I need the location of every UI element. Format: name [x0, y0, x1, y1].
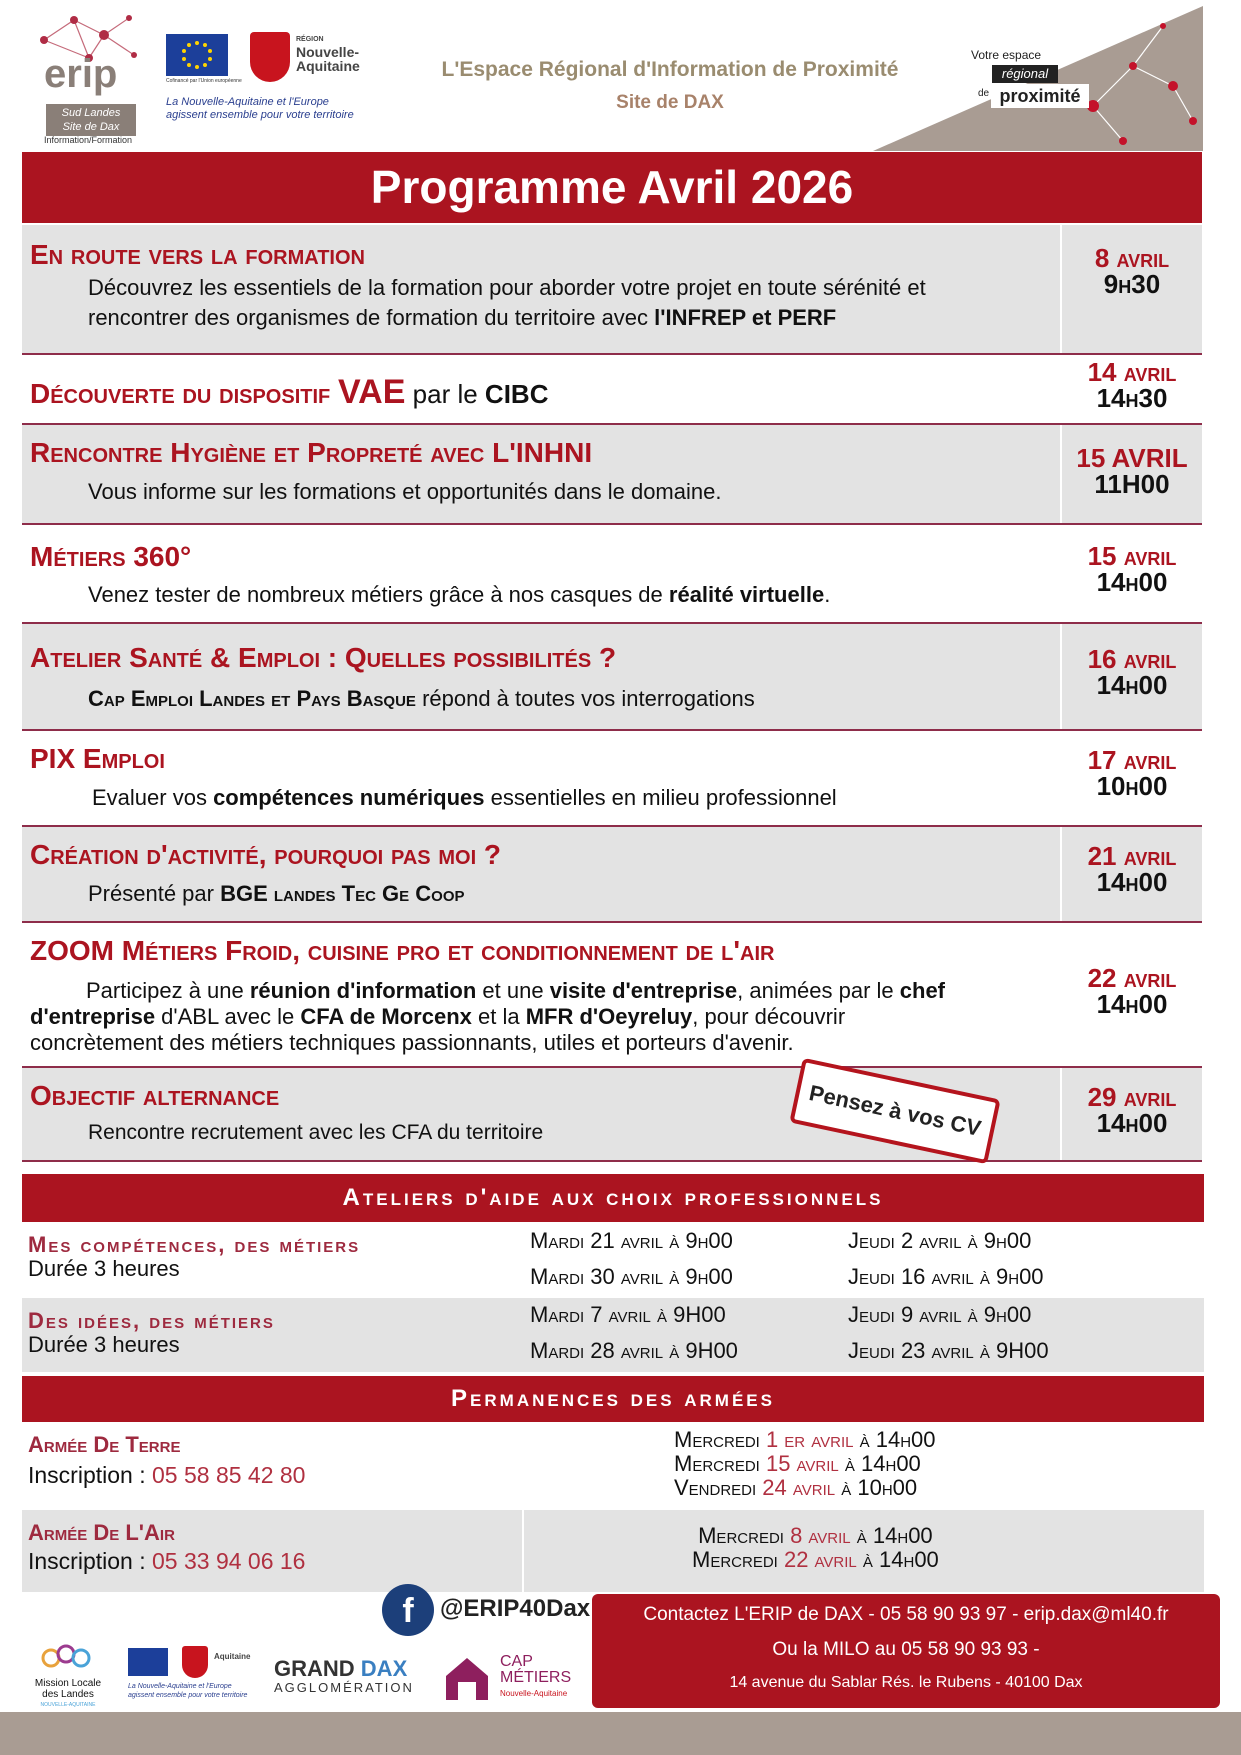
cap-metiers-icon	[444, 1654, 490, 1704]
contact-line[interactable]: Contactez L'ERIP de DAX - 05 58 90 93 97 - erip.dax@ml40.fr	[643, 1604, 1169, 1625]
atelier-date: Mardi 30 avril à 9h00	[530, 1264, 733, 1289]
atelier-date: Jeudi 16 avril à 9h00	[848, 1264, 1044, 1289]
atelier-date: Mardi 7 avril à 9H00	[530, 1302, 726, 1327]
armee-inscription: Inscription : 05 58 85 42 80	[28, 1462, 306, 1488]
divider	[522, 1510, 524, 1592]
event-row	[22, 355, 1202, 425]
event-row	[22, 225, 1202, 355]
armee-row	[22, 1422, 1204, 1510]
atelier-duration: Durée 3 heures	[28, 1256, 180, 1281]
site-title: Site de DAX	[616, 92, 724, 113]
atelier-row	[22, 1298, 1204, 1372]
armee-inscription: Inscription : 05 33 94 06 16	[28, 1548, 306, 1574]
event-date: 8 avril 9h30	[1060, 225, 1202, 353]
armee-row	[22, 1510, 1204, 1592]
event-row	[22, 624, 1202, 731]
ateliers-heading: Ateliers d'aide aux choix professionnels	[22, 1174, 1204, 1222]
atelier-row	[22, 1222, 1204, 1298]
mission-locale-icon	[36, 1644, 96, 1678]
event-desc: Venez tester de nombreux métiers grâce à nos casques de réalité virtuelle.	[88, 582, 831, 607]
erip-logo: erip	[44, 52, 118, 96]
event-date: 15 AVRIL 11H00	[1060, 425, 1202, 523]
event-title: Rencontre Hygiène et Propreté avec L'INHNI	[30, 437, 593, 468]
phone-number[interactable]: 05 58 85 42 80	[152, 1462, 306, 1488]
phone-number[interactable]: 05 33 94 06 16	[152, 1548, 306, 1574]
grand-dax-logo: GRAND DAX	[274, 1656, 408, 1681]
event-date: 14 avril 14h30	[1060, 355, 1202, 423]
contact-line[interactable]: Ou la MILO au 05 58 90 93 93 -	[772, 1639, 1040, 1660]
partner-logos: Mission Locale des Landes NOUVELLE-AQUITAINE Aquitaine La Nouvelle-Aquitaine et l'Europe agissent ensemble pour votre territoire GRAND DAX AGGLOMÉRATION CAP MÉTIERS Nouvelle-Aquitaine	[22, 1640, 584, 1712]
atelier-date: Jeudi 23 avril à 9H00	[848, 1338, 1049, 1363]
eu-caption: Cofinancé par l'Union européenne	[166, 78, 242, 84]
event-date: 29 avril 14h00	[1060, 1068, 1202, 1160]
armee-title: Armée De L'Air	[28, 1520, 175, 1545]
armee-dates: Mercredi 8 avril à 14h00 Mercredi 22 avril à 14h00	[692, 1523, 939, 1572]
atelier-title: Des idées, des métiers	[28, 1308, 275, 1333]
event-title: Atelier Santé & Emploi : Quelles possibilités ?	[30, 642, 617, 673]
atelier-title: Mes compétences, des métiers	[28, 1232, 361, 1257]
armees-heading: Permanences des armées	[22, 1376, 1204, 1422]
event-row	[22, 923, 1202, 1068]
facebook-icon[interactable]: f	[382, 1584, 434, 1636]
armee-title: Armée De Terre	[28, 1432, 181, 1457]
region-tagline: La Nouvelle-Aquitaine et l'Europe agissent ensemble pour votre territoire	[166, 96, 354, 121]
region-tagline-small: La Nouvelle-Aquitaine et l'Europe agissent ensemble pour votre territoire	[128, 1683, 248, 1699]
region-shield-icon	[250, 32, 290, 82]
proximite-label: proximité	[991, 84, 1089, 108]
event-title: PIX Emploi	[30, 743, 165, 774]
event-row	[22, 731, 1202, 827]
erip-caption: Information/Formation	[44, 135, 133, 145]
atelier-date: Jeudi 9 avril à 9h00	[848, 1302, 1032, 1327]
event-title: En route vers la formation	[30, 239, 365, 270]
event-title: Métiers 360°	[30, 541, 192, 572]
event-desc: Participez à une réunion d'information et une visite d'entreprise, animées par le chef d'entreprise d'ABL avec le CFA de Morcenx et la MFR d'Oeyreluy, pour découvrir concrètement des métiers techniques passionnants, utiles et porteurs d'avenir.	[30, 978, 946, 1055]
event-date: 22 avril 14h00	[1060, 923, 1202, 1066]
event-title: Objectif alternance	[30, 1080, 280, 1111]
mission-locale-logo: Mission Locale des Landes NOUVELLE-AQUITAINE	[34, 1678, 102, 1708]
region-shield-icon-small	[182, 1646, 208, 1678]
atelier-date: Mardi 21 avril à 9h00	[530, 1228, 733, 1253]
espace-title: L'Espace Régional d'Information de Proximité	[441, 58, 899, 81]
event-row	[22, 525, 1202, 624]
cap-metiers-logo: CAP MÉTIERS Nouvelle-Aquitaine	[500, 1653, 572, 1698]
atelier-date: Mardi 28 avril à 9H00	[530, 1338, 738, 1363]
event-date: 17 avril 10h00	[1060, 731, 1202, 825]
event-row	[22, 1068, 1202, 1162]
event-title: ZOOM Métiers Froid, cuisine pro et conditionnement de l'air	[30, 935, 775, 966]
contact-address: 14 avenue du Sablar Rés. le Rubens - 40100 Dax	[729, 1674, 1083, 1691]
event-title: Création d'activité, pourquoi pas moi ?	[30, 839, 502, 870]
eu-flag-icon	[166, 34, 228, 76]
facebook-handle[interactable]: @ERIP40Dax	[440, 1595, 591, 1622]
erip-site-box: Sud Landes Site de Dax	[46, 104, 136, 136]
atelier-duration: Durée 3 heures	[28, 1332, 180, 1357]
event-title: Découverte du dispositif VAE par le CIBC	[30, 373, 549, 411]
page-title: Programme Avril 2026	[22, 152, 1202, 223]
atelier-date: Jeudi 2 avril à 9h00	[848, 1228, 1032, 1253]
event-desc: Découvrez les essentiels de la formation pour aborder votre projet en toute sérénité et rencontrer des organismes de formation du territoire avec l'INFREP et PERF	[88, 275, 926, 330]
contact-box	[592, 1594, 1220, 1708]
event-row	[22, 827, 1202, 923]
event-row	[22, 425, 1202, 525]
event-date: 15 avril 14h00	[1060, 525, 1202, 622]
event-desc: Evaluer vos compétences numériques essentielles en milieu professionnel	[92, 785, 837, 810]
armee-dates: Mercredi 1 er avril à 14h00 Mercredi 15 avril à 14h00 Vendredi 24 avril à 10h00	[674, 1427, 936, 1500]
eu-flag-icon-small	[128, 1648, 168, 1676]
cv-stamp: Pensez à vos CV	[789, 1058, 1000, 1165]
event-date: 21 avril 14h00	[1060, 827, 1202, 921]
event-date: 16 avril 14h00	[1060, 624, 1202, 729]
event-desc: Présenté par BGE landes Tec Ge Coop	[88, 881, 465, 906]
bottom-strip	[0, 1712, 1241, 1755]
event-desc: Rencontre recrutement avec les CFA du territoire	[88, 1121, 544, 1144]
event-desc: Vous informe sur les formations et opportunités dans le domaine.	[88, 479, 722, 504]
event-desc: Cap Emploi Landes et Pays Basque répond à toutes vos interrogations	[88, 686, 755, 711]
region-name: Nouvelle- Aquitaine	[296, 44, 360, 74]
